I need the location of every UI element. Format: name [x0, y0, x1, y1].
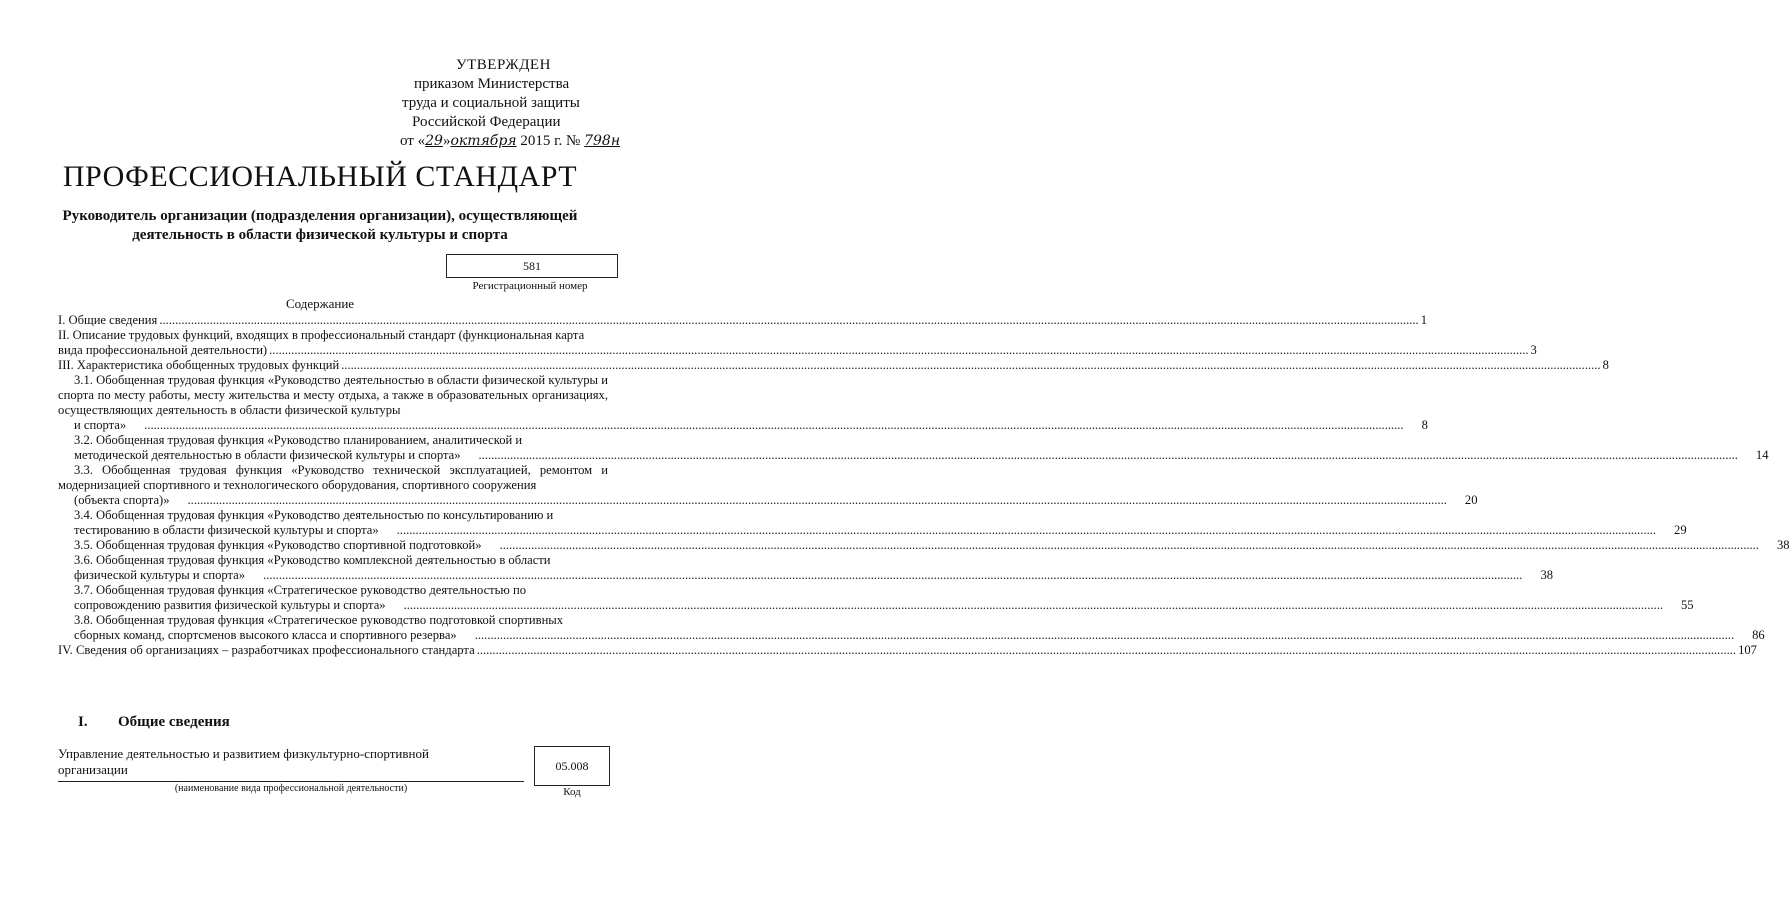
toc-dot-leader: ................................................................................................................................................................................................................................................................................................................................................................................................................ [187, 493, 1447, 507]
toc-page-number: 1 [1420, 313, 1427, 327]
registration-number-box: 581 [446, 254, 618, 278]
toc-dot-leader: ................................................................................................................................................................................................................................................................................................................................................................................................................ [269, 343, 1529, 357]
date-mid: » [442, 133, 451, 149]
toc-item-title: 3.5. Обобщенная трудовая функция «Руководство спортивной подготовкой» [74, 538, 482, 552]
toc-page-number: 86 [1752, 628, 1765, 642]
toc-item-leader-line [58, 568, 1554, 583]
toc-page-number: 14 [1755, 448, 1769, 462]
toc-item-text: 3.4. Обобщенная трудовая функция «Руководство деятельностью по консультированию и [74, 508, 554, 522]
approval-line-country: Российской Федерации [412, 114, 561, 130]
approval-date-line [400, 132, 630, 151]
document-title: ПРОФЕССИОНАЛЬНЫЙ СТАНДАРТ [62, 160, 578, 193]
toc-item-title: IV. Сведения об организациях – разработчиках профессионального стандарта [58, 643, 475, 657]
toc-dot-leader: ................................................................................................................................................................................................................................................................................................................................................................................................................ [341, 358, 1601, 372]
toc-item-title: физической культуры и спорта» [74, 568, 246, 582]
toc-dot-leader: ................................................................................................................................................................................................................................................................................................................................................................................................................ [478, 448, 1738, 462]
section-heading [78, 714, 230, 731]
toc-page-number: 38 [1776, 538, 1790, 552]
toc-page-number: 20 [1464, 493, 1478, 507]
toc-page-number: 29 [1674, 523, 1687, 537]
toc-item-leader-line [58, 358, 1609, 373]
toc-dot-leader: ................................................................................................................................................................................................................................................................................................................................................................................................................ [474, 628, 1735, 642]
toc-item [58, 613, 1765, 643]
toc-item-title: тестированию в области физической культуры и спорта» [74, 523, 379, 537]
toc-item-leader-line [58, 493, 1478, 508]
toc-item-text: 3.8. Обобщенная трудовая функция «Стратегическое руководство подготовкой спортивных [74, 613, 564, 627]
section-title: Общие сведения [118, 714, 230, 730]
toc-item-leader-line [58, 628, 1765, 643]
toc-item-text: 3.2. Обобщенная трудовая функция «Руководство планированием, аналитической и [74, 433, 523, 447]
toc-item [58, 538, 1790, 553]
toc-item-text: 3.3. Обобщенная трудовая функция «Руководство технической эксплуатацией, ремонтом и модернизацией спортивного и технологического оборудования, спортивного сооружения [58, 463, 608, 492]
section-number: I. [78, 714, 88, 730]
toc-heading: Содержание [285, 296, 355, 311]
toc-dot-leader: ................................................................................................................................................................................................................................................................................................................................................................................................................ [144, 418, 1404, 432]
toc-dot-leader: ................................................................................................................................................................................................................................................................................................................................................................................................................ [403, 598, 1663, 612]
code-caption: Код [563, 786, 581, 798]
toc-item-leader-line [58, 523, 1687, 538]
toc-page-number: 3 [1530, 343, 1537, 357]
toc-item-text: II. Описание трудовых функций, входящих в профессиональный стандарт (функциональная карта [58, 328, 585, 342]
toc-dot-leader: ................................................................................................................................................................................................................................................................................................................................................................................................................ [263, 568, 1523, 582]
toc-item-title: сопровождению развития физической культуры и спорта» [74, 598, 386, 612]
toc-page-number: 38 [1540, 568, 1554, 582]
toc-page-number: 8 [1421, 418, 1428, 432]
approval-line-order: приказом Министерства [414, 76, 570, 92]
toc-item-title: I. Общие сведения [58, 313, 158, 327]
toc-item-title: сборных команд, спортсменов высокого класса и спортивного резерва» [74, 628, 457, 642]
date-year: 2015 г. № [516, 133, 585, 149]
toc-item [58, 553, 1554, 583]
table-of-contents [58, 313, 1790, 658]
toc-item [58, 358, 1609, 373]
toc-item [58, 328, 1537, 358]
approval-title: УТВЕРЖДЕН [456, 57, 551, 73]
toc-item [58, 643, 1757, 658]
toc-item [58, 508, 1687, 538]
toc-page-number: 55 [1680, 598, 1694, 612]
registration-number-label: Регистрационный номер [472, 280, 588, 292]
toc-item-title: III. Характеристика обобщенных трудовых функций [58, 358, 340, 372]
toc-item-leader-line [58, 598, 1694, 613]
toc-item-title: вида профессиональной деятельности) [58, 343, 268, 357]
toc-item [58, 313, 1427, 328]
toc-item [58, 463, 1478, 508]
toc-page-number: 8 [1602, 358, 1609, 372]
toc-item-text: 3.6. Обобщенная трудовая функция «Руководство комплексной деятельностью в области [74, 553, 551, 567]
activity-underline [58, 781, 524, 782]
approval-block [400, 56, 630, 151]
toc-item [58, 583, 1694, 613]
activity-caption: (наименование вида профессиональной деятельности) [174, 783, 408, 794]
toc-item-text: 3.7. Обобщенная трудовая функция «Стратегическое руководство деятельностью по [74, 583, 527, 597]
toc-item-text: 3.1. Обобщенная трудовая функция «Руководство деятельностью в области физической культуры и спорта по месту работы, месту жительства и месту отдыха, а также в образовательных организациях, осуществляющих деятельность в области физической культуры [58, 373, 608, 417]
handwritten-month: октября [450, 133, 517, 149]
handwritten-day: 29 [425, 133, 443, 149]
handwritten-number: 798н [584, 133, 621, 149]
toc-page-number: 107 [1738, 643, 1757, 657]
toc-item-leader-line [58, 313, 1427, 328]
toc-dot-leader: ................................................................................................................................................................................................................................................................................................................................................................................................................ [476, 643, 1737, 657]
date-prefix: от « [400, 133, 426, 149]
toc-item [58, 433, 1769, 463]
toc-dot-leader: ................................................................................................................................................................................................................................................................................................................................................................................................................ [159, 313, 1419, 327]
approval-line-ministry: труда и социальной защиты [402, 95, 580, 111]
toc-item-leader-line [58, 343, 1537, 358]
toc-item-leader-line [58, 643, 1757, 658]
toc-item-title: (объекта спорта)» [74, 493, 170, 507]
document-subtitle: Руководитель организации (подразделения организации), осуществляющей деятельность в области физической культуры и спорта [62, 208, 578, 243]
toc-item-leader-line [58, 448, 1769, 463]
toc-dot-leader: ................................................................................................................................................................................................................................................................................................................................................................................................................ [499, 538, 1759, 552]
toc-item-title: и спорта» [74, 418, 127, 432]
toc-dot-leader: ................................................................................................................................................................................................................................................................................................................................................................................................................ [396, 523, 1657, 537]
activity-name: Управление деятельностью и развитием физкультурно-спортивной организации [58, 746, 429, 777]
toc-item [58, 373, 1428, 433]
toc-item-leader-line [58, 418, 1428, 433]
toc-item-leader-line [58, 538, 1790, 553]
code-box: 05.008 [534, 746, 610, 786]
toc-item-title: методической деятельностью в области физической культуры и спорта» [74, 448, 461, 462]
